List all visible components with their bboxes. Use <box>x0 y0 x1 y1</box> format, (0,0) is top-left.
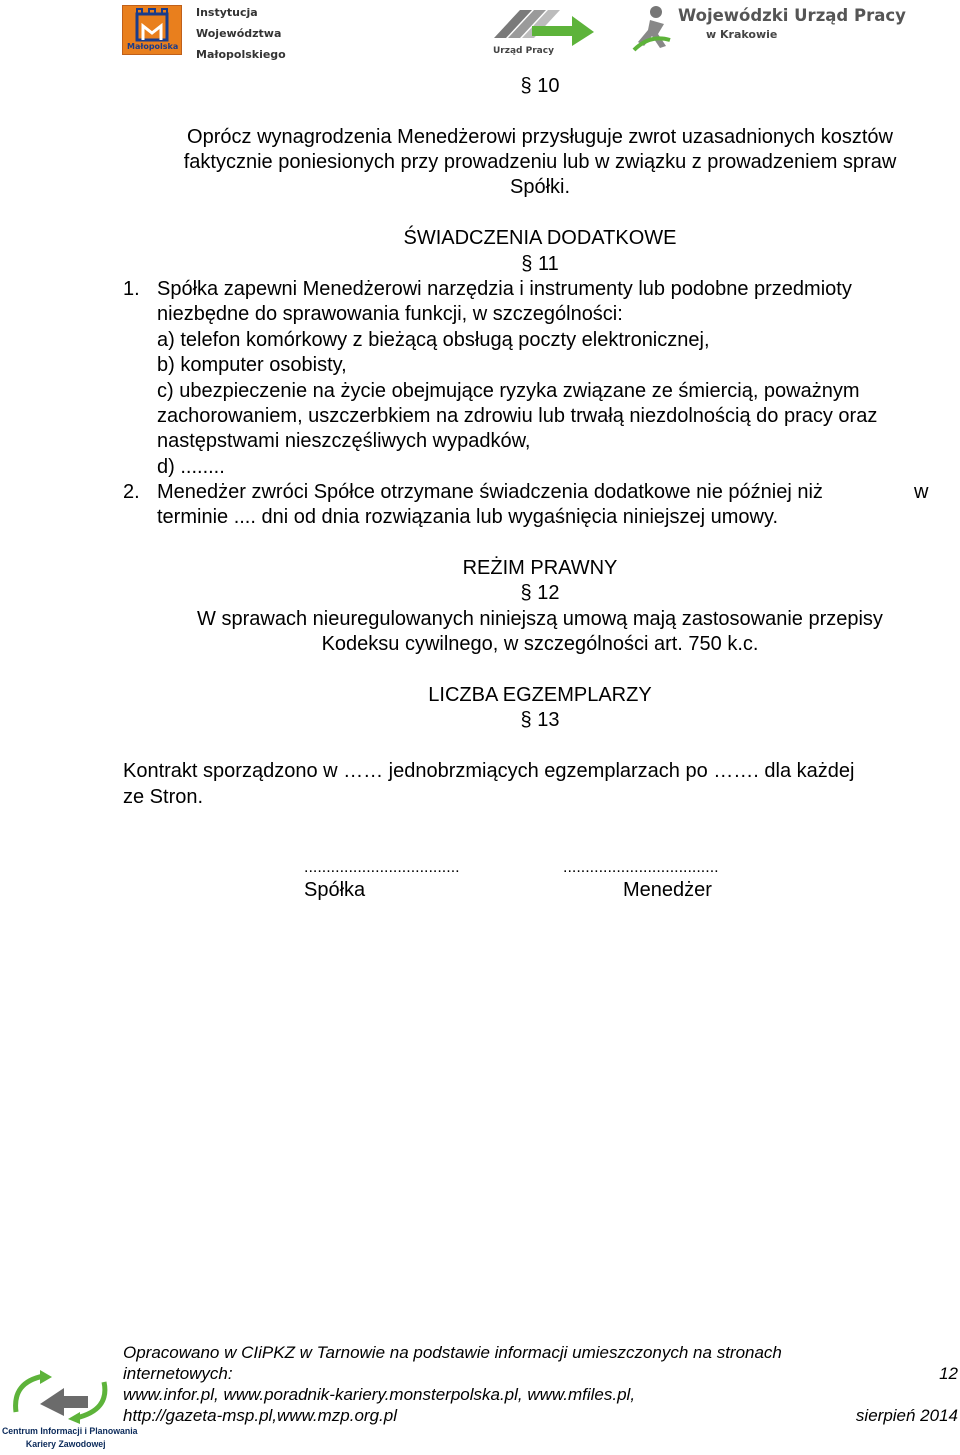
labour-office-arrow-icon <box>492 4 596 48</box>
wup-logo-title: Wojewódzki Urząd Pracy <box>678 6 906 25</box>
list-item-line: zachorowaniem, uszczerbkiem na zdrowiu lub trwałą niezdolnością do pracy oraz <box>157 405 878 427</box>
list-item-line: niezbędne do sprawowania funkcji, w szczególności: <box>157 303 623 325</box>
footer-line: www.infor.pl, www.poradnik-kariery.monsterpolska.pl, www.mfiles.pl, <box>123 1385 636 1404</box>
paragraph-heading: § 12 <box>520 582 560 604</box>
section-title: ŚWIADCZENIA DODATKOWE <box>403 227 677 249</box>
logo-line: Kariery Zawodowej <box>25 1439 106 1450</box>
list-item-line: d) ........ <box>157 456 225 478</box>
ciipkz-logo-text <box>2 1425 137 1451</box>
malopolska-logo <box>122 5 182 55</box>
wup-logo-subtitle: w Krakowie <box>706 28 778 41</box>
body-line: faktycznie poniesionych przy prowadzeniu lub w związku z prowadzeniem spraw <box>183 151 897 173</box>
section-title: REŻIM PRAWNY <box>462 557 618 579</box>
body-line: Kodeksu cywilnego, w szczególności art. 750 k.c. <box>321 633 759 655</box>
paragraph-heading: § 13 <box>520 709 560 731</box>
list-item-line: b) komputer osobisty, <box>157 354 347 376</box>
list-number: 2. <box>123 481 140 503</box>
footer-date: sierpień 2014 <box>855 1406 958 1425</box>
logo-line: Centrum Informacji i Planowania <box>2 1426 138 1437</box>
signature-label-left: Spółka <box>304 879 366 901</box>
footer-line: Opracowano w CIiPKZ w Tarnowie na podstawie informacji umieszczonych na stronach <box>123 1343 782 1362</box>
signature-label-right: Menedżer <box>623 879 712 901</box>
body-line: Spółki. <box>509 176 571 198</box>
labour-office-caption: Urząd Pracy <box>493 46 554 56</box>
paragraph-heading: § 10 <box>520 75 560 97</box>
body-line: ze Stron. <box>123 786 204 808</box>
logo-line: Małopolskiego <box>196 48 286 61</box>
list-item-line: terminie .... dni od dnia rozwiązania lub wygaśnięcia niniejszej umowy. <box>157 506 779 528</box>
list-item-line: a) telefon komórkowy z bieżącą obsługą poczty elektronicznej, <box>157 329 710 351</box>
signature-dots-left: ................................... <box>304 859 460 876</box>
list-item-line: Spółka zapewni Menedżerowi narzędzia i instrumenty lub podobne przedmioty <box>157 278 852 300</box>
footer-line: internetowych: <box>123 1364 233 1383</box>
list-item-line-end: w <box>914 481 929 503</box>
page-number: 12 <box>939 1364 958 1383</box>
list-item-line: Menedżer zwróci Spółce otrzymane świadczenia dodatkowe nie później niż <box>157 481 823 503</box>
list-number: 1. <box>123 278 140 300</box>
logo-line: Instytucja <box>196 6 258 19</box>
runner-figure-icon <box>630 4 674 56</box>
body-line: Kontrakt sporządzono w …… jednobrzmiących egzemplarzach po ……. dla każdej <box>123 760 855 782</box>
logo-institution-text <box>196 2 286 65</box>
footer-line: http://gazeta-msp.pl,www.mzp.org.pl <box>123 1406 398 1425</box>
body-line: Oprócz wynagrodzenia Menedżerowi przysługuje zwrot uzasadnionych kosztów <box>187 126 893 148</box>
logo-badge-label: Małopolska <box>127 42 179 51</box>
signature-dots-right: ................................... <box>563 859 719 876</box>
section-title: LICZBA EGZEMPLARZY <box>428 684 652 706</box>
paragraph-heading: § 11 <box>521 253 559 275</box>
list-item-line: następstwami nieszczęśliwych wypadków, <box>157 430 531 452</box>
logo-line: Województwa <box>196 27 282 40</box>
body-line: W sprawach nieuregulowanych niniejszą umową mają zastosowanie przepisy <box>197 608 883 630</box>
ciipkz-arrows-icon <box>10 1368 110 1424</box>
list-item-line: c) ubezpieczenie na życie obejmujące ryzyka związane ze śmiercią, poważnym <box>157 380 860 402</box>
